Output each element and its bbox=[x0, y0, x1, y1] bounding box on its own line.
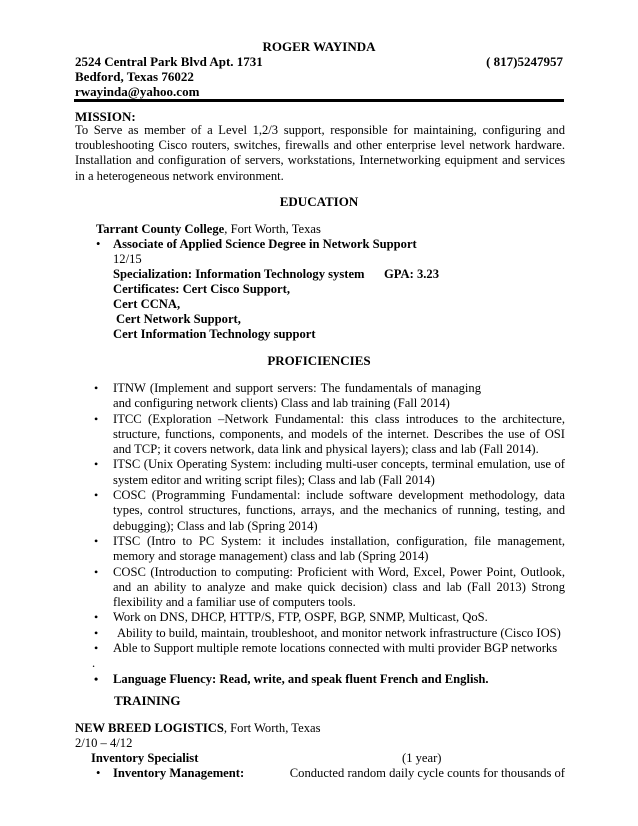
bullet-icon: • bbox=[96, 237, 101, 251]
training-heading: TRAINING bbox=[114, 693, 181, 708]
mission-text: To Serve as member of a Level 1,2/3 support, responsible for maintaining, configuring and troubleshooting Cisco routers, switches, firewalls and other enterprise level network hardware. Installation and configuration of servers, workstations, Internetworking equipment and services in a heterogeneous network environment. bbox=[75, 123, 565, 183]
school-line bbox=[96, 222, 321, 237]
degree-name: Associate of Applied Science Degree in Network Support bbox=[113, 237, 417, 251]
specialization: Specialization: Information Technology system bbox=[113, 267, 365, 281]
list-item: • COSC (Programming Fundamental: include software development methodology, data types, control structures, functions, arrays, and the mechanics of running, testing, and debugging); Class and lab (Spring 2014) bbox=[89, 488, 565, 534]
language-fluency: • Language Fluency: Read, write, and speak fluent French and English. bbox=[89, 672, 565, 687]
resume-name: ROGER WAYINDA bbox=[262, 39, 376, 54]
bullet-text: Conducted random daily cycle counts for thousands of bbox=[289, 766, 565, 780]
education-heading: EDUCATION bbox=[279, 194, 359, 209]
gpa: GPA: 3.23 bbox=[384, 267, 440, 281]
proficiencies-heading: PROFICIENCIES bbox=[267, 353, 371, 368]
email-address: rwayinda@yahoo.com bbox=[75, 84, 200, 99]
job-duration: (1 year) bbox=[402, 751, 442, 765]
header-divider bbox=[74, 99, 564, 102]
list-item: • ITSC (Intro to PC System: it includes installation, configuration, file management, memory and storage management) class and lab (Spring 2014) bbox=[89, 534, 565, 565]
list-item: • Able to Support multiple remote locations connected with multi provider BGP networks bbox=[89, 641, 565, 656]
company-location: , Fort Worth, Texas bbox=[223, 721, 321, 735]
list-item: • ITCC (Exploration –Network Fundamental: this class introduces to the architecture, structure, functions, components, and models of the internet. Describes the use of OSI and TCP; it covers network, data link and physical layers); class and lab (Fall 2014). bbox=[89, 412, 565, 458]
company-name: NEW BREED LOGISTICS bbox=[75, 721, 224, 735]
list-item: • Ability to build, maintain, troubleshoot, and monitor network infrastructure (Cisco IOS) bbox=[89, 626, 565, 641]
bullet-icon: • bbox=[96, 766, 101, 780]
company-line bbox=[75, 721, 320, 736]
school-name: Tarrant County College bbox=[96, 222, 225, 236]
cert-ccna: Cert CCNA, bbox=[113, 297, 181, 311]
proficiency-list bbox=[89, 381, 565, 687]
stray-mark: . bbox=[92, 656, 96, 671]
certificates: Certificates: Cert Cisco Support, bbox=[113, 282, 290, 296]
cert-network: Cert Network Support, bbox=[116, 312, 241, 326]
job-title: Inventory Specialist bbox=[91, 751, 199, 765]
school-location: , Fort Worth, Texas bbox=[224, 222, 321, 236]
list-item: • ITNW (Implement and support servers: The fundamentals of managing and configuring network clients) Class and lab training (Fall 2014) bbox=[89, 381, 565, 412]
list-item: • Work on DNS, DHCP, HTTP/S, FTP, OSPF, BGP, SNMP, Multicast, QoS. bbox=[89, 610, 565, 625]
degree-date: 12/15 bbox=[113, 252, 142, 266]
list-item: • COSC (Introduction to computing: Proficient with Word, Excel, Power Point, Outlook, and an ability to analyze and make quick decision) class and lab (Fall 2013) Strong flexibility and a familiar use of computers tools. bbox=[89, 565, 565, 611]
cert-it: Cert Information Technology support bbox=[113, 327, 316, 341]
mission-heading: MISSION: bbox=[75, 109, 136, 124]
bullet-label: Inventory Management: bbox=[113, 766, 245, 780]
city-state: Bedford, Texas 76022 bbox=[75, 69, 194, 84]
phone-number: ( 817)5247957 bbox=[486, 54, 563, 69]
street-address: 2524 Central Park Blvd Apt. 1731 bbox=[75, 54, 263, 69]
list-item: • ITSC (Unix Operating System: including multi-user concepts, terminal emulation, use of system editor and writing script files); Class and lab (Fall 2014) bbox=[89, 457, 565, 488]
employment-dates: 2/10 – 4/12 bbox=[75, 736, 133, 750]
